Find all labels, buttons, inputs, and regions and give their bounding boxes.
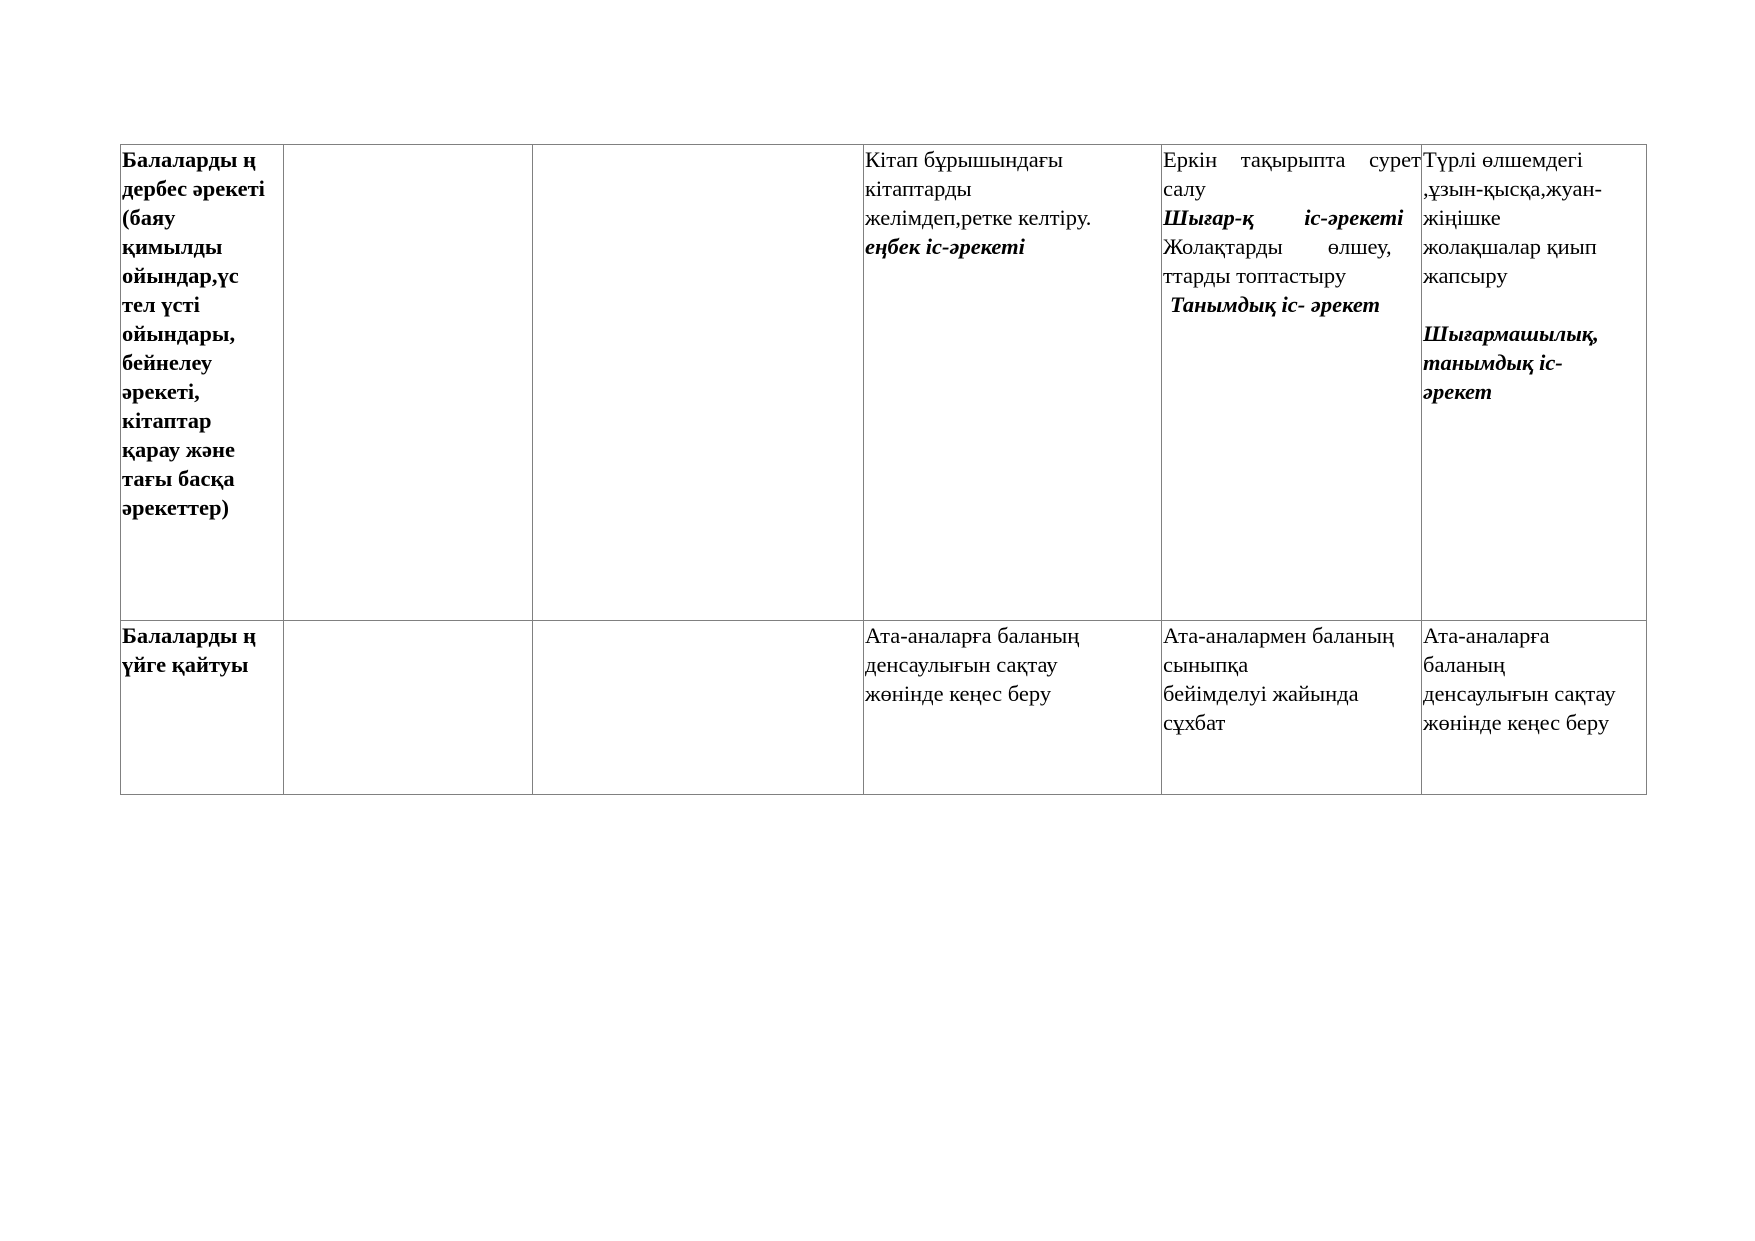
header-line: Балаларды ң: [122, 623, 257, 648]
cell-book-corner: [864, 145, 1162, 621]
cell-line: кітаптарды: [865, 176, 972, 201]
spacer: [1423, 290, 1646, 319]
table-row-going-home: [121, 621, 1647, 795]
cell-line: баланың: [1423, 652, 1506, 677]
cell-line: жөнінде кеңес беру: [1423, 710, 1610, 735]
cell-strips-cutting: [1422, 145, 1647, 621]
cell-line: желімдеп,ретке келтіру.: [865, 205, 1092, 230]
header-line: ойындары,: [122, 321, 236, 346]
cell-line: сұхбат: [1163, 710, 1226, 735]
empty-cell: [284, 621, 533, 795]
empty-cell: [533, 621, 864, 795]
row-header-independent-activity: [121, 145, 284, 621]
activity-label: еңбек іс-әрекеті: [865, 234, 1025, 259]
cell-line: Ата-аналармен баланың: [1163, 623, 1394, 648]
cell-line: Түрлі өлшемдегі: [1423, 147, 1583, 172]
cell-line: жөнінде кеңес беру: [865, 681, 1052, 706]
header-line: әрекеті,: [122, 379, 200, 404]
header-line: қимылды: [122, 234, 223, 259]
cell-line: Ата-аналарға баланың: [865, 623, 1080, 648]
cell-parents-conversation: [1162, 621, 1422, 795]
cell-line: Еркін тақырыпта сурет: [1163, 147, 1421, 172]
header-line: ойындар,үс: [122, 263, 239, 288]
header-line: тағы басқа: [122, 466, 235, 491]
activity-label: Танымдық іс- әрекет: [1170, 292, 1381, 317]
activity-label: танымдық іс-: [1423, 350, 1563, 375]
row-header-going-home: [121, 621, 284, 795]
cell-line: салу: [1163, 176, 1206, 201]
header-line: кітаптар: [122, 408, 212, 433]
header-line: дербес әрекеті: [122, 176, 265, 201]
cell-line: сыныпқа: [1163, 652, 1249, 677]
cell-line: денсаулығын сақтау: [865, 652, 1058, 677]
cell-line: Кітап бұрышындағы: [865, 147, 1064, 172]
activity-label: әрекет: [1423, 379, 1493, 404]
cell-line: Жолақтарды өлшеу,: [1163, 234, 1392, 259]
cell-line: жапсыру: [1423, 263, 1508, 288]
header-line: тел үсті: [122, 292, 200, 317]
cell-line: жіңішке: [1423, 205, 1501, 230]
empty-cell: [284, 145, 533, 621]
cell-line: ,ұзын-қысқа,жуан-: [1423, 176, 1603, 201]
cell-free-drawing: [1162, 145, 1422, 621]
activity-label: Шығар-қ іс-әрекеті: [1163, 205, 1404, 230]
header-line: (баяу: [122, 205, 176, 230]
header-line: үйге қайтуы: [122, 652, 249, 677]
table-row-independent-activity: [121, 145, 1647, 621]
header-line: қарау және: [122, 437, 235, 462]
header-line: бейнелеу: [122, 350, 213, 375]
header-line: Балаларды ң: [122, 147, 257, 172]
cell-line: Ата-аналарға: [1423, 623, 1550, 648]
header-line: әрекеттер): [122, 495, 229, 520]
empty-cell: [533, 145, 864, 621]
cell-line: бейімделуі жайында: [1163, 681, 1359, 706]
activity-label: Шығармашылық,: [1423, 321, 1599, 346]
cell-parents-health-advice: [1422, 621, 1647, 795]
cell-line: денсаулығын сақтау: [1423, 681, 1616, 706]
cell-line: жолақшалар қиып: [1423, 234, 1597, 259]
schedule-table: [120, 144, 1647, 795]
cell-line: ттарды топтастыру: [1163, 263, 1347, 288]
cell-parents-advice: [864, 621, 1162, 795]
